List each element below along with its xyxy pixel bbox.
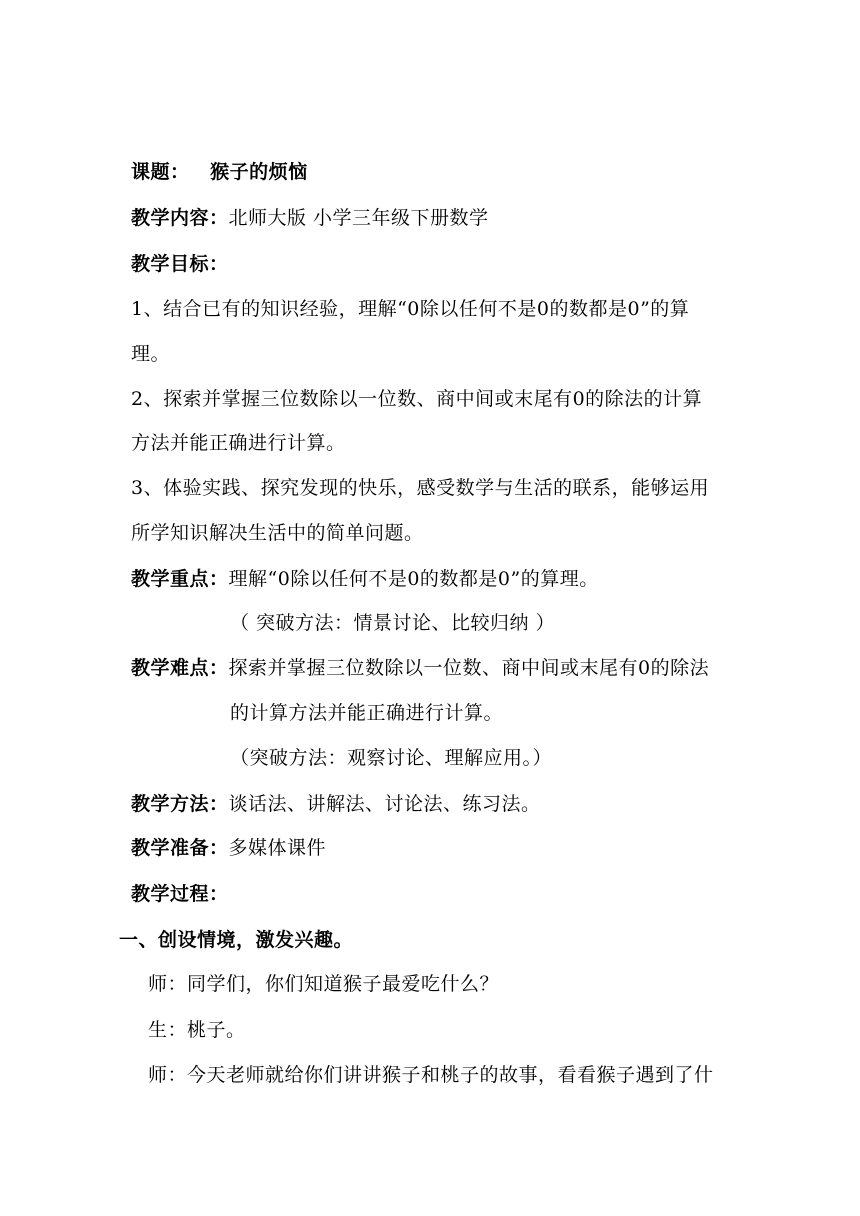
goal2-line2: 方法并能正确进行计算。 xyxy=(131,432,346,454)
goal3-line1: 3、体验实践、探究发现的快乐，感受数学与生活的联系，能够运用 xyxy=(131,477,710,499)
title-value: 猴子的烦恼 xyxy=(210,161,308,183)
content-value: 北师大版 小学三年级下册数学 xyxy=(228,207,489,229)
title-label: 课题： xyxy=(131,161,190,183)
difficulty-label: 教学难点： xyxy=(131,657,229,679)
key-point-label: 教学重点： xyxy=(131,568,229,590)
process-label: 教学过程： xyxy=(131,883,229,905)
method-label: 教学方法： xyxy=(131,793,229,815)
goal1-line2: 理。 xyxy=(131,343,171,365)
content-label: 教学内容： xyxy=(131,207,229,229)
key-point-line xyxy=(131,567,599,591)
prep-value: 多媒体课件 xyxy=(228,837,327,859)
difficulty-line xyxy=(131,656,709,680)
title-line xyxy=(131,160,308,184)
content-line xyxy=(131,206,489,230)
difficulty-value: 探索并掌握三位数除以一位数、商中间或末尾有0的除法 xyxy=(228,657,710,679)
prep-line xyxy=(131,836,326,860)
section1-heading: 一、创设情境，激发兴趣。 xyxy=(119,929,354,951)
method-line xyxy=(131,792,541,816)
key-point-value: 理解“0除以任何不是0的数都是0”的算理。 xyxy=(228,568,599,590)
dialog-line-3: 师：今天老师就给你们讲讲猴子和桃子的故事，看看猴子遇到了什 xyxy=(148,1064,714,1086)
goal2-line1: 2、探索并掌握三位数除以一位数、商中间或末尾有0的除法的计算 xyxy=(131,388,703,410)
difficulty-line2: 的计算方法并能正确进行计算。 xyxy=(230,702,504,724)
goals-label: 教学目标： xyxy=(131,253,229,275)
key-point-method: （ 突破方法：情景讨论、比较归纳 ） xyxy=(230,612,556,634)
dialog-line-1: 师：同学们，你们知道猴子最爱吃什么？ xyxy=(148,973,500,995)
goal1-line1: 1、结合已有的知识经验，理解“0除以任何不是0的数都是0”的算 xyxy=(131,298,690,320)
dialog-line-2: 生：桃子。 xyxy=(148,1019,246,1041)
difficulty-method: （突破方法：观察讨论、理解应用。） xyxy=(230,747,553,769)
prep-label: 教学准备： xyxy=(131,837,229,859)
method-value: 谈话法、讲解法、讨论法、练习法。 xyxy=(228,793,541,815)
goal3-line2: 所学知识解决生活中的简单问题。 xyxy=(131,522,424,544)
